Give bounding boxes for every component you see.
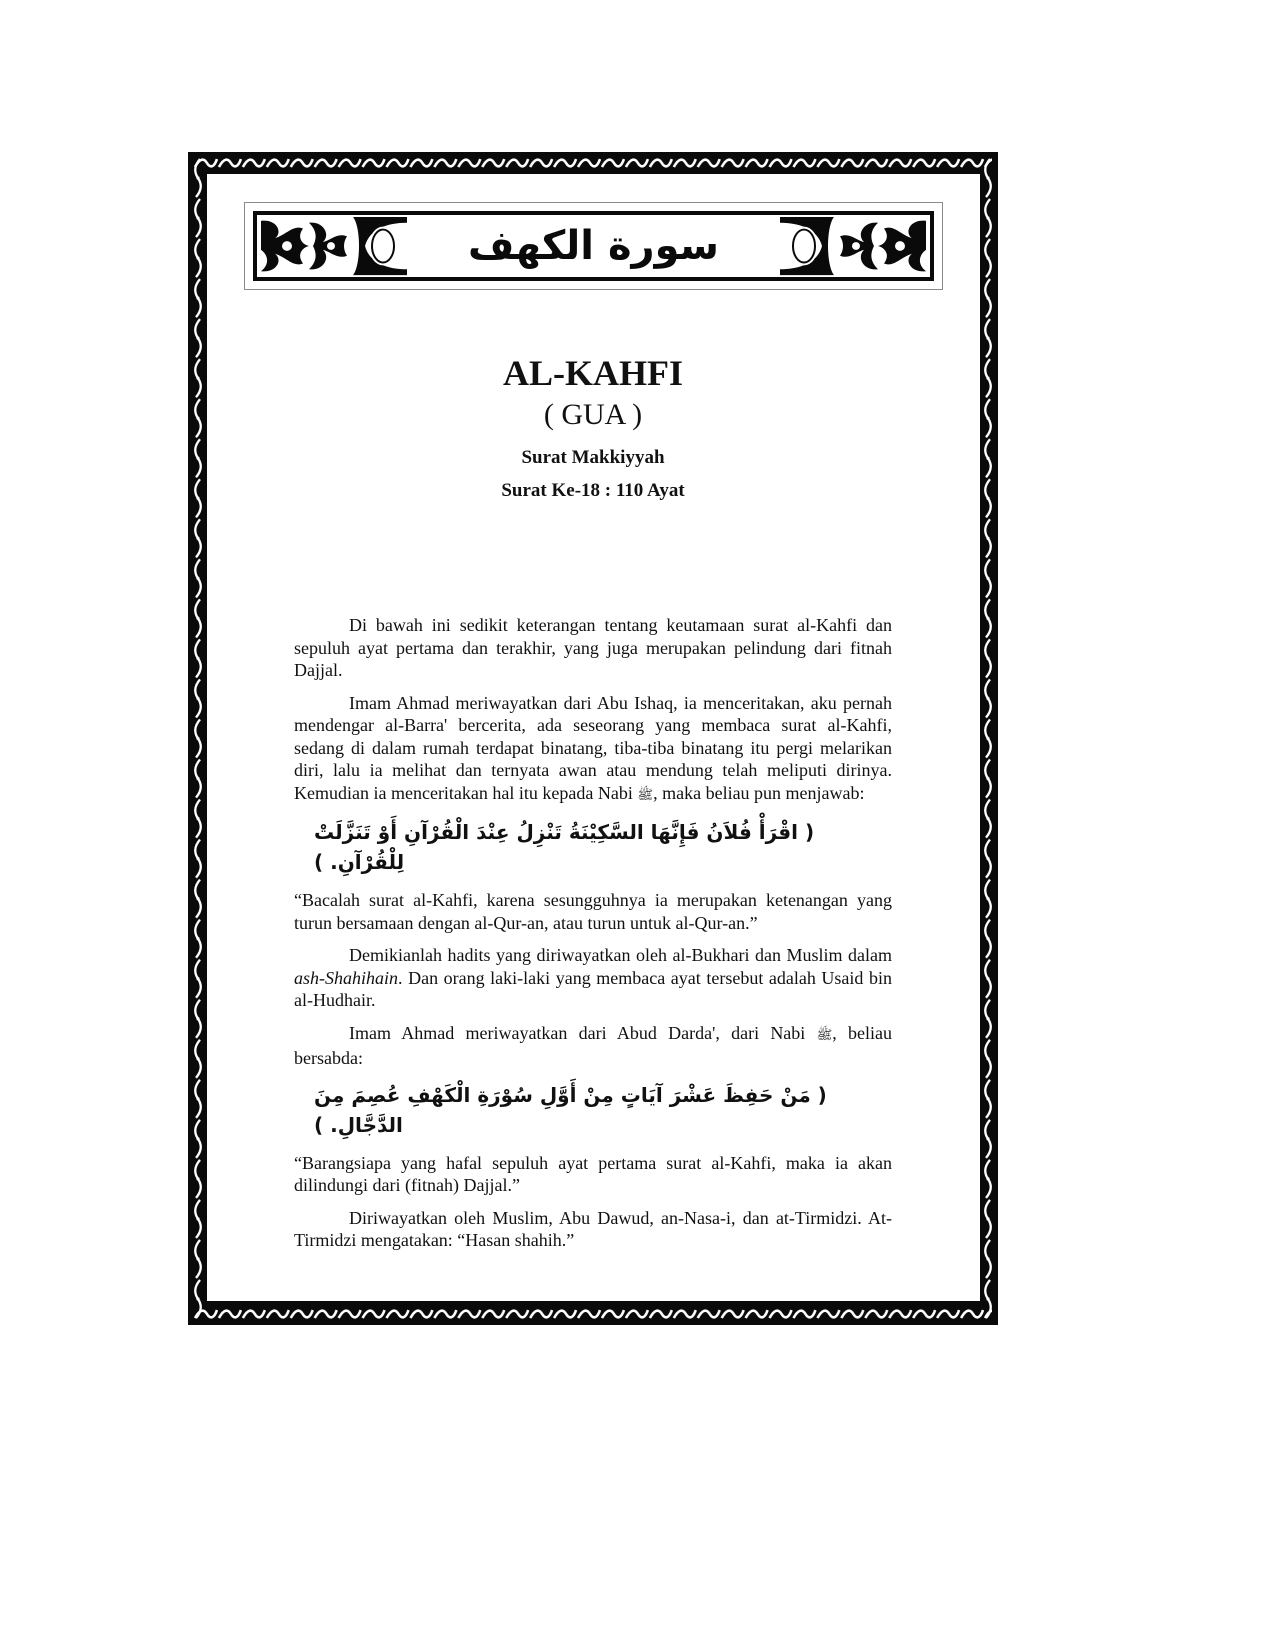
paragraph-narration-1: Imam Ahmad meriwayatkan dari Abu Ishaq, ia menceritakan, aku pernah mendengar al-Barra' bercerita, ada seseorang yang membaca surat al-Kahfi, sedang di dalam rumah terdapat binatang, tiba-tiba binatang itu pergi melarikan diri, lalu ia melihat dan ternyata awan atau mendung telah meliputi dirinya. Kemudian ia menceritakan hal itu kepada Nabi ﷺ, maka beliau pun menjawab: [294,692,892,803]
saw-honorific-icon: ﷺ [637,787,654,803]
book-title-emphasis: ash-Shahihain [294,967,399,988]
arabesque-ornament-left-icon [257,215,407,277]
surah-title: AL-KAHFI [503,353,683,393]
rope-border-top [194,156,992,170]
arabesque-ornament-right-icon [780,215,930,277]
paragraph-intro: Di bawah ini sedikit keterangan tentang keutamaan surat al-Kahfi dan sepuluh ayat pertama dan terakhir, yang juga merupakan pelindung dari fitnah Dajjal. [294,615,892,680]
rope-border-bottom [194,1307,992,1321]
surah-subtitle: ( GUA ) [543,398,643,431]
paragraph-source-2: Diriwayatkan oleh Muslim, Abu Dawud, an-Nasa-i, dan at-Tirmidzi. At-Tirmidzi mengatakan: “Hasan shahih.” [294,1207,892,1250]
saw-honorific-icon: ﷺ [816,1027,833,1043]
translation-quote-1: “Bacalah surat al-Kahfi, karena sesungguhnya ia merupakan ketenangan yang turun bersamaan dengan al-Qur-an, atau turun untuk al-Qur-an.” [294,890,892,933]
surah-header-banner [244,202,943,290]
surah-verse-count: Surat Ke-18 : 110 Ayat [501,480,685,501]
document-body [294,614,892,1262]
translation-quote-2: “Barangsiapa yang hafal sepuluh ayat pertama surat al-Kahfi, maka ia akan dilindungi dari (fitnah) Dajjal.” [294,1152,892,1195]
surah-type: Surat Makkiyyah [521,447,665,468]
paragraph-narration-2: Imam Ahmad meriwayatkan dari Abud Darda', dari Nabi ﷺ, beliau bersabda: [294,1022,893,1068]
arabic-hadith-1: ( اقْرَأْ فُلاَنُ فَإِنَّهَا السَّكِيْنَةُ تَنْزِلُ عِنْدَ الْقُرْآنِ أَوْ تَنَزَّلَتْ لِلْقُرْآنِ. ) [314,820,815,874]
paragraph-source-1: Demikianlah hadits yang diriwayatkan oleh al-Bukhari dan Muslim dalam ash-Shahihain. Dan orang laki-laki yang membaca ayat tersebut adalah Usaid bin al-Hudhair. [294,945,892,1010]
rope-border-left [192,158,204,1319]
arabic-hadith-2: ( مَنْ حَفِظَ عَشْرَ آيَاتٍ مِنْ أَوَّلِ سُوْرَةِ الْكَهْفِ عُصِمَ مِنَ الدَّجَّالِ. ) [314,1082,827,1137]
rope-border-right [982,158,994,1319]
surah-arabic-title: سورة الكهف [467,223,719,269]
